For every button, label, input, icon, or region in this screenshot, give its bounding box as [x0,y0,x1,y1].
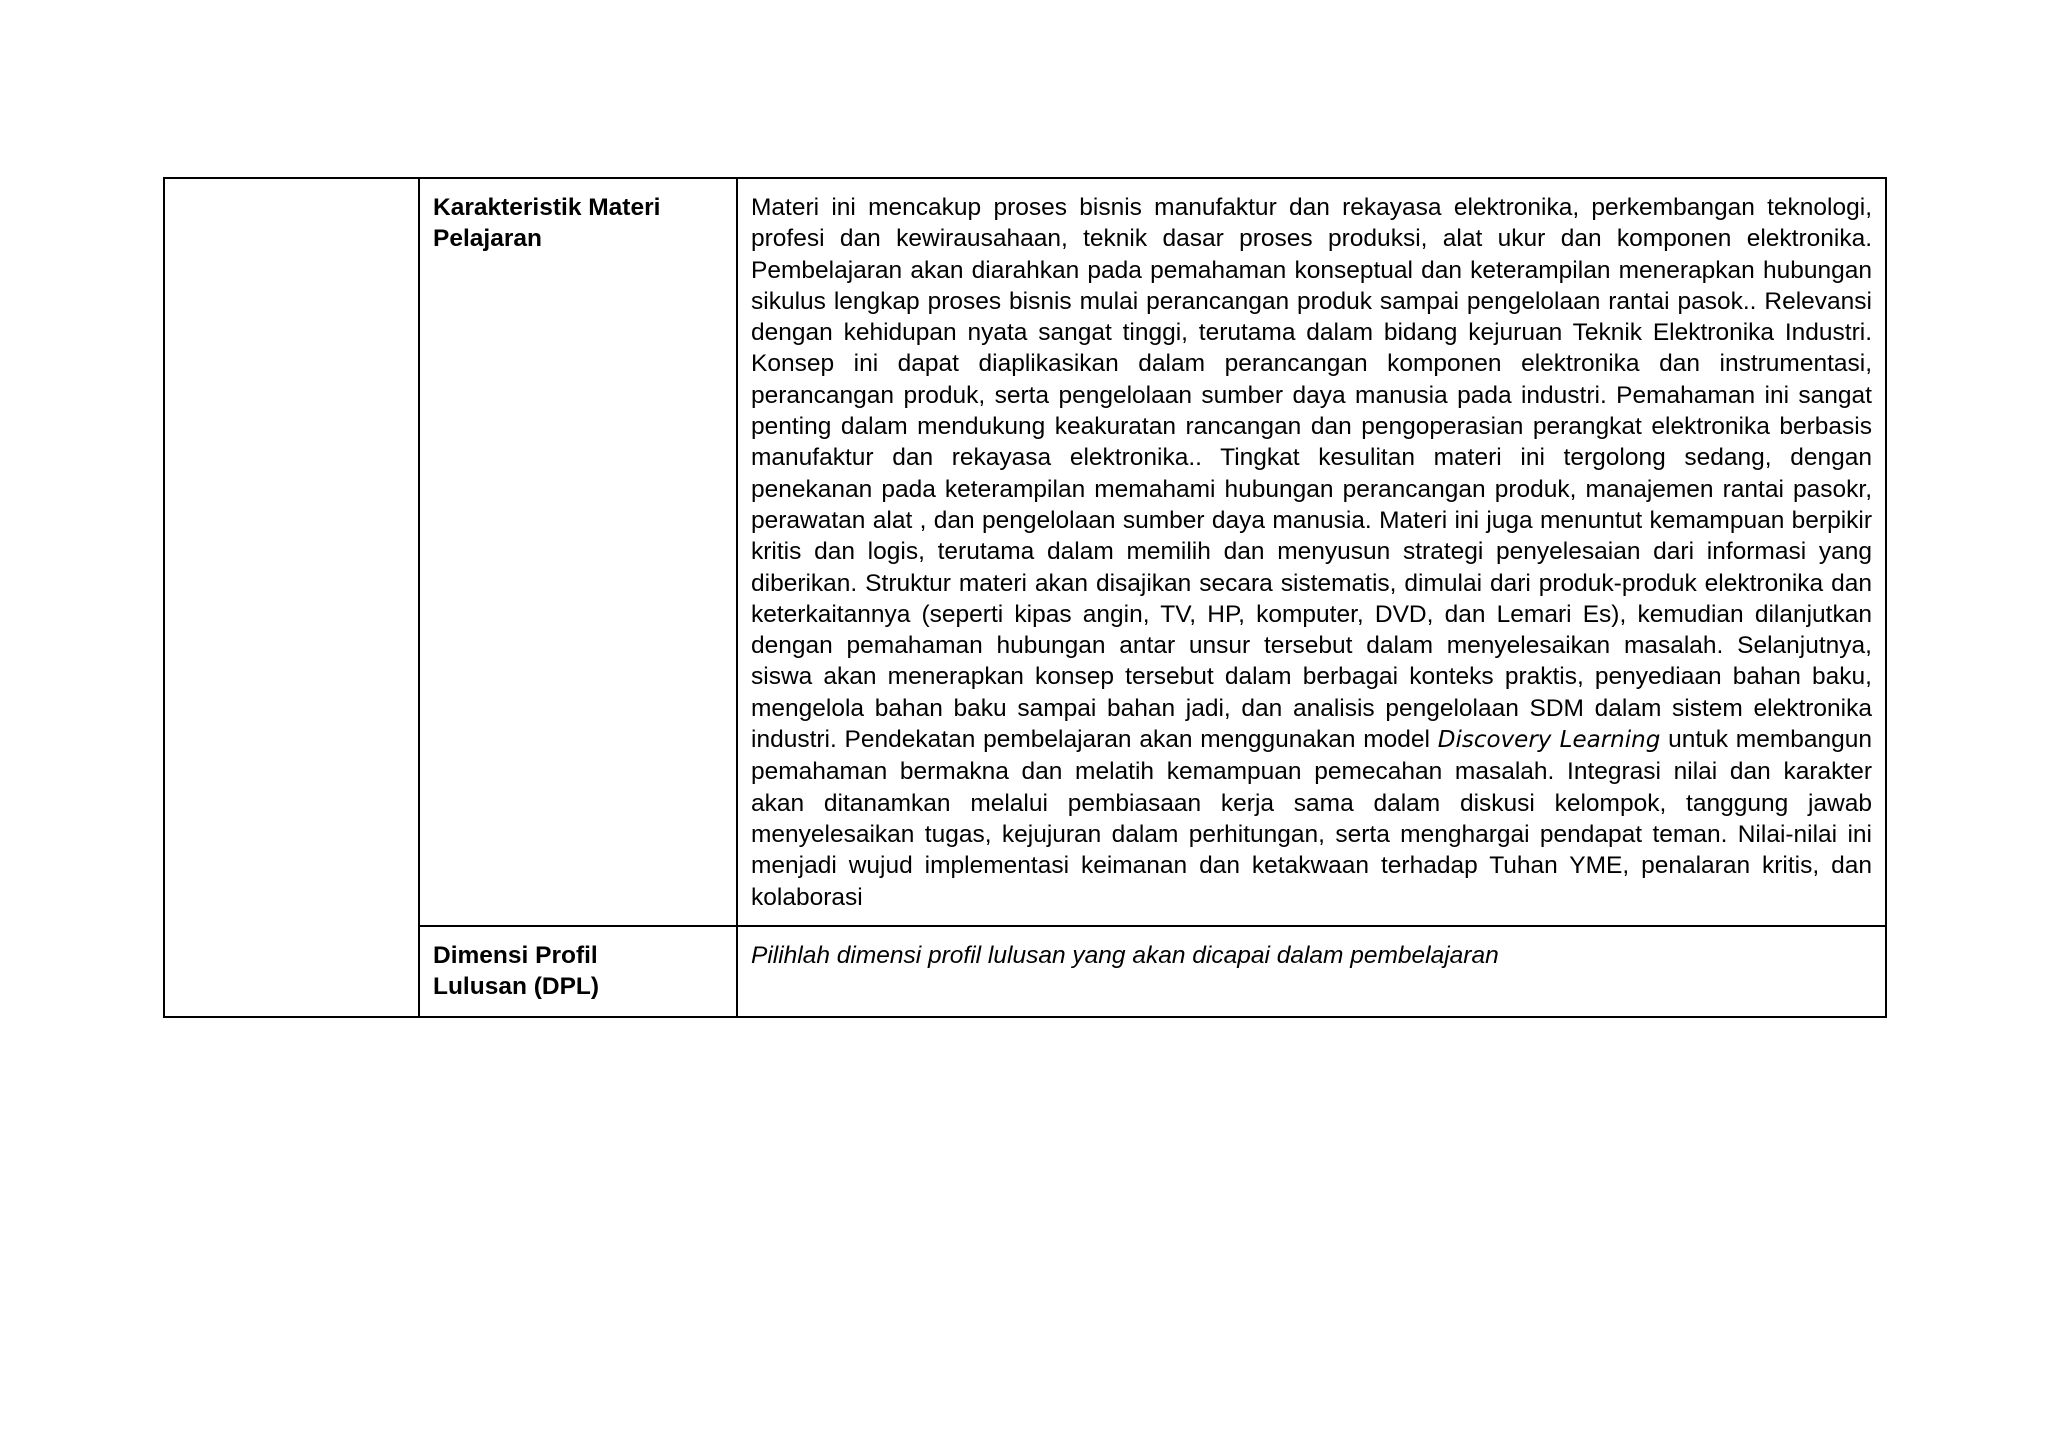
row-content-cell [737,926,1886,1018]
karakteristik-paragraph [751,192,1872,913]
row-label-karakteristik: Karakteristik Materi Pelajaran [433,194,661,253]
row-label-cell [419,926,737,1018]
dpl-instruction-text: Pilihlah dimensi profil lulusan yang akan dicapai dalam pembelajaran [751,941,1499,969]
row-content-cell [737,178,1886,926]
lesson-plan-table [163,177,1887,1018]
row-label-dpl-line2: Lulusan (DPL) [433,973,600,1001]
row-label-dpl-line1: Dimensi Profil [433,941,598,969]
empty-left-cell [164,178,419,1017]
paragraph-text-part2: untuk membangun pemahaman bermakna dan melatih kemampuan pemecahan masalah. Integrasi nilai dan karakter akan ditanamkan melalui pembiasaan kerja sama dalam diskusi kelompok, tanggung jawab menyelesaikan tugas, kejujuran dalam perhitungan, serta menghargai pendapat teman. Nilai-nilai ini menjadi wujud implementasi keimanan dan ketakwaan terhadap Tuhan YME, penalaran kritis, dan kolaborasi [751,726,1872,911]
row-label-cell [419,178,737,926]
paragraph-italic-term: Discovery Learning [1437,727,1661,754]
paragraph-text-part1: Materi ini mencakup proses bisnis manufaktur dan rekayasa elektronika, perkembangan teknologi, profesi dan kewirausahaan, teknik dasar proses produksi, alat ukur dan komponen elektronika. Pembelajaran akan diarahkan pada pemahaman konseptual dan keterampilan menerapkan hubungan sikulus lengkap proses bisnis mulai perancangan produk sampai pengelolaan rantai pasok.. Relevansi dengan kehidupan nyata sangat tinggi, terutama dalam bidang kejuruan Teknik Elektronika Industri. Konsep ini dapat diaplikasikan dalam perancangan komponen elektronika dan instrumentasi, perancangan produk, serta pengelolaan sumber daya manusia pada industri. Pemahaman ini sangat penting dalam mendukung keakuratan rancangan dan pengoperasian perangkat elektronika berbasis manufaktur dan rekayasa elektronika.. Tingkat kesulitan materi ini tergolong sedang, dengan penekanan pada keterampilan memahami hubungan perancangan produk, manajemen rantai pasokr, perawatan alat , dan pengelolaan sumber daya manusia. Materi ini juga menuntut kemampuan berpikir kritis dan logis, terutama dalam memilih dan menyusun strategi penyelesaian dari informasi yang diberikan. Struktur materi akan disajikan secara sistematis, dimulai dari produk-produk elektronika dan keterkaitannya (seperti kipas angin, TV, HP, komputer, DVD, dan Lemari Es), kemudian dilanjutkan dengan pemahaman hubungan antar unsur tersebut dalam menyelesaikan masalah. Selanjutnya, siswa akan menerapkan konsep tersebut dalam berbagai konteks praktis, penyediaan bahan baku, mengelola bahan baku sampai bahan jadi, dan analisis pengelolaan SDM dalam sistem elektronika industri. Pendekatan pembelajaran akan menggunakan model [751,194,1872,754]
table-row-karakteristik [164,178,1886,926]
table-row-dpl [164,926,1886,1018]
